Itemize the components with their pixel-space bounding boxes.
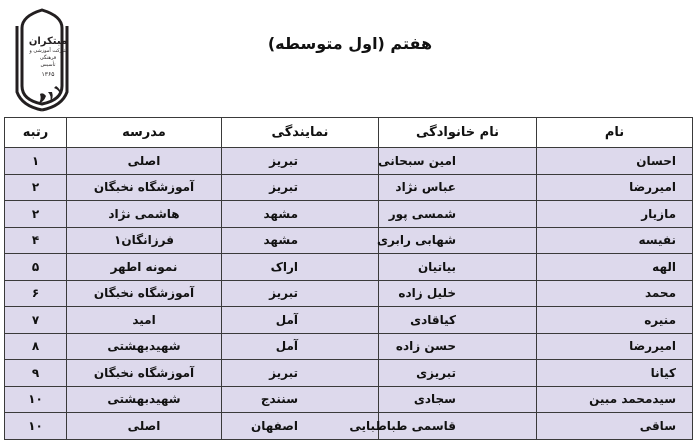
header-rank: رتبه — [5, 118, 67, 148]
cell-school: شهیدبهشتی — [67, 386, 222, 413]
cell-family-name: شهابی رابری — [379, 227, 537, 254]
cell-rank: ۲ — [5, 174, 67, 201]
cell-city: تبریز — [222, 174, 379, 201]
cell-family-name: شمسی پور — [379, 201, 537, 228]
cell-rank: ۴ — [5, 227, 67, 254]
cell-first-name: امیررضا — [537, 333, 693, 360]
cell-city: سنندج — [222, 386, 379, 413]
table-row — [5, 307, 693, 334]
cell-family-name: خلیل زاده — [379, 280, 537, 307]
cell-city: مشهد — [222, 201, 379, 228]
table-row — [5, 413, 693, 440]
cell-first-name: سیدمحمد مبین — [537, 386, 693, 413]
cell-first-name: منیره — [537, 307, 693, 334]
cell-family-name: عباس نژاد — [379, 174, 537, 201]
table-row — [5, 227, 693, 254]
cell-first-name: محمد — [537, 280, 693, 307]
cell-rank: ۹ — [5, 360, 67, 387]
cell-family-name: بیاتیان — [379, 254, 537, 281]
cell-first-name: نفیسه — [537, 227, 693, 254]
cell-first-name: ساقی — [537, 413, 693, 440]
table-row — [5, 360, 693, 387]
table-row — [5, 254, 693, 281]
cell-rank: ۱۰ — [5, 413, 67, 440]
cell-school: آموزشگاه نخبگان — [67, 280, 222, 307]
cell-first-name: مازیار — [537, 201, 693, 228]
cell-rank: ۸ — [5, 333, 67, 360]
logo-year: ۱۳۶۵ — [41, 71, 55, 78]
cell-family-name: حسن زاده — [379, 333, 537, 360]
cell-rank: ۲ — [5, 201, 67, 228]
cell-city: آمل — [222, 307, 379, 334]
header-family-name: نام خانوادگی — [379, 118, 537, 148]
cell-city: مشهد — [222, 227, 379, 254]
cell-rank: ۵ — [5, 254, 67, 281]
table-row — [5, 148, 693, 175]
cell-family-name: امین سبحانی — [379, 148, 537, 175]
table-header-row — [5, 118, 693, 148]
cell-family-name: سجادی — [379, 386, 537, 413]
cell-school: فرزانگان۱ — [67, 227, 222, 254]
logo — [14, 8, 70, 112]
cell-school: نمونه اطهر — [67, 254, 222, 281]
logo-subtitle: شرکت آموزشی و فرهنگی — [29, 48, 67, 61]
cell-family-name: تبریزی — [379, 360, 537, 387]
cell-first-name: کیانا — [537, 360, 693, 387]
cell-city: تبریز — [222, 280, 379, 307]
table-row — [5, 201, 693, 228]
cell-school: اصلی — [67, 413, 222, 440]
cell-city: اراک — [222, 254, 379, 281]
header-first-name: نام — [537, 118, 693, 148]
cell-city: اصفهان — [222, 413, 379, 440]
cell-school: آموزشگاه نخبگان — [67, 360, 222, 387]
table-row — [5, 386, 693, 413]
page-title: هفتم (اول متوسطه) — [267, 34, 433, 53]
table-row — [5, 333, 693, 360]
cell-rank: ۱۰ — [5, 386, 67, 413]
table-row — [5, 174, 693, 201]
cell-first-name: امیررضا — [537, 174, 693, 201]
cell-school: آموزشگاه نخبگان — [67, 174, 222, 201]
logo-name: مبتکران — [28, 36, 68, 47]
cell-school: هاشمی نژاد — [67, 201, 222, 228]
results-table — [4, 117, 693, 440]
cell-city: تبریز — [222, 148, 379, 175]
table-row — [5, 280, 693, 307]
cell-family-name: کیاقادی — [379, 307, 537, 334]
header-city: نمایندگی — [222, 118, 379, 148]
cell-first-name: الهه — [537, 254, 693, 281]
cell-school: اصلی — [67, 148, 222, 175]
cell-rank: ۱ — [5, 148, 67, 175]
cell-school: شهیدبهشتی — [67, 333, 222, 360]
cell-first-name: احسان — [537, 148, 693, 175]
cell-family-name: قاسمی طباطبایی — [379, 413, 537, 440]
cell-rank: ۷ — [5, 307, 67, 334]
cell-city: تبریز — [222, 360, 379, 387]
cell-school: امید — [67, 307, 222, 334]
cell-rank: ۶ — [5, 280, 67, 307]
cell-city: آمل — [222, 333, 379, 360]
logo-established: تأسیس — [40, 62, 56, 68]
header-school: مدرسه — [67, 118, 222, 148]
